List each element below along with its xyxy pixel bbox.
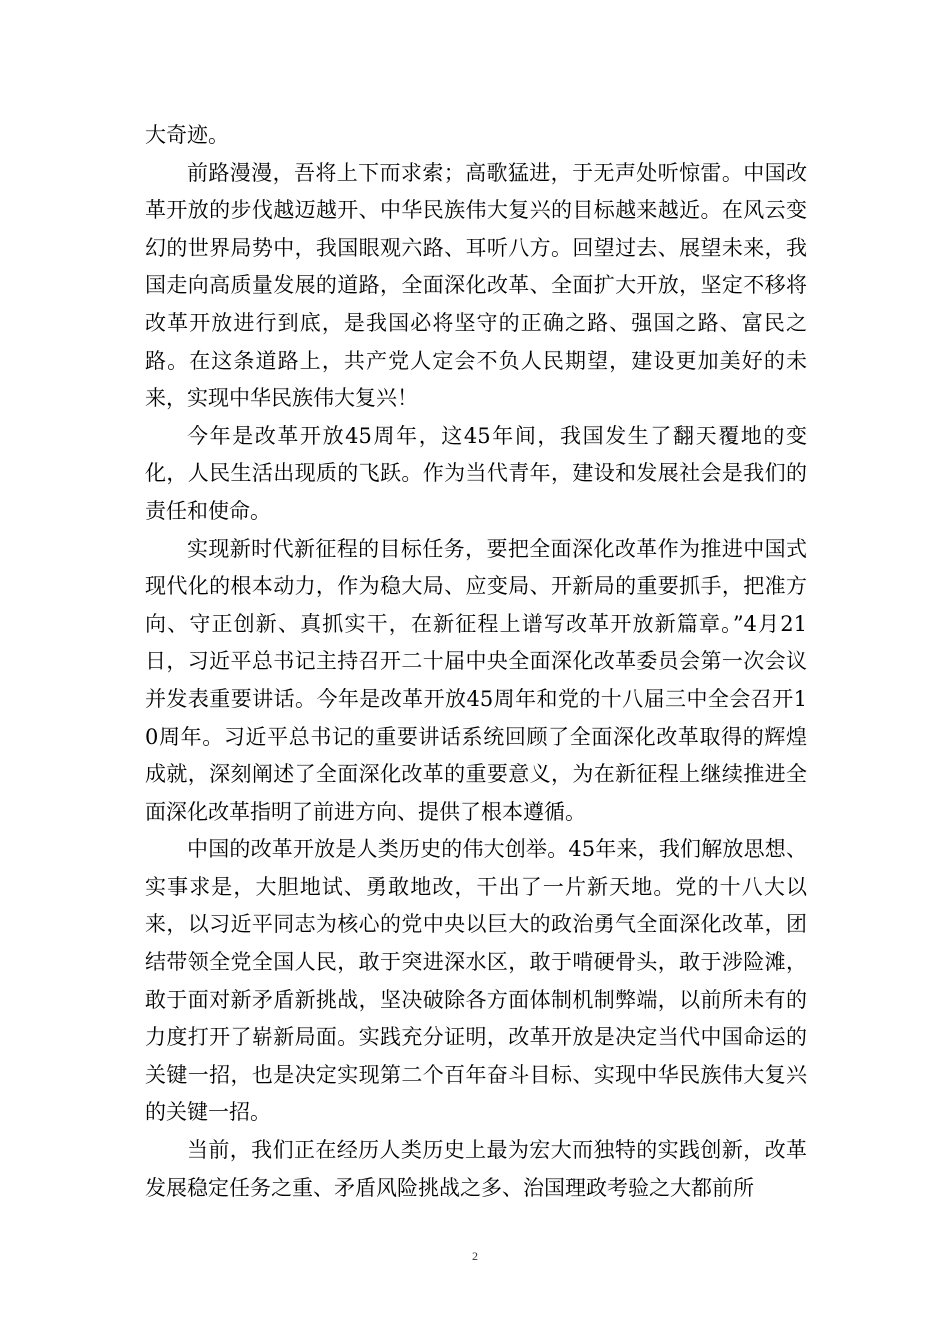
body-text <box>145 117 807 1207</box>
paragraph: 当前，我们正在经历人类历史上最为宏大而独特的实践创新，改革发展稳定任务之重、矛盾风险挑战之多、治国理政考验之大都前所 <box>145 1138 807 1200</box>
paragraph: 实现新时代新征程的目标任务，要把全面深化改革作为推进中国式现代化的根本动力，作为稳大局、应变局、开新局的重要抓手，把准方向、守正创新、真抓实干，在新征程上谱写改革开放新篇章。”4月21日，习近平总书记主持召开二十届中央全面深化改革委员会第一次会议并发表重要讲话。今年是改革开放45周年和党的十八届三中全会召开10周年。习近平总书记的重要讲话系统回顾了全面深化改革取得的辉煌成就，深刻阐述了全面深化改革的重要意义，为在新征程上继续推进全面深化改革指明了前进方向、提供了根本遵循。 <box>145 536 807 824</box>
paragraph: 中国的改革开放是人类历史的伟大创举。45年来，我们解放思想、实事求是，大胆地试、勇敢地改，干出了一片新天地。党的十八大以来，以习近平同志为核心的党中央以巨大的政治勇气全面深化改革，团结带领全党全国人民，敢于突进深水区，敢于啃硬骨头，敢于涉险滩，敢于面对新矛盾新挑战，坚决破除各方面体制机制弊端，以前所未有的力度打开了崭新局面。实践充分证明，改革开放是决定当代中国命运的关键一招，也是决定实现第二个百年奋斗目标、实现中华民族伟大复兴的关键一招。 <box>145 837 807 1125</box>
page-number: 2 <box>472 1249 478 1263</box>
paragraph-continuation: 大奇迹。 <box>145 123 229 147</box>
paragraph: 今年是改革开放45周年，这45年间，我国发生了翻天覆地的变化，人民生活出现质的飞跃。作为当代青年，建设和发展社会是我们的责任和使命。 <box>145 423 807 523</box>
paragraph: 前路漫漫，吾将上下而求索；高歌猛进，于无声处听惊雷。中国改革开放的步伐越迈越开、中华民族伟大复兴的目标越来越近。在风云变幻的世界局势中，我国眼观六路、耳听八方。回望过去、展望未来，我国走向高质量发展的道路，全面深化改革、全面扩大开放，坚定不移将改革开放进行到底，是我国必将坚守的正确之路、强国之路、富民之路。在这条道路上，共产党人定会不负人民期望，建设更加美好的未来，实现中华民族伟大复兴！ <box>145 160 807 411</box>
